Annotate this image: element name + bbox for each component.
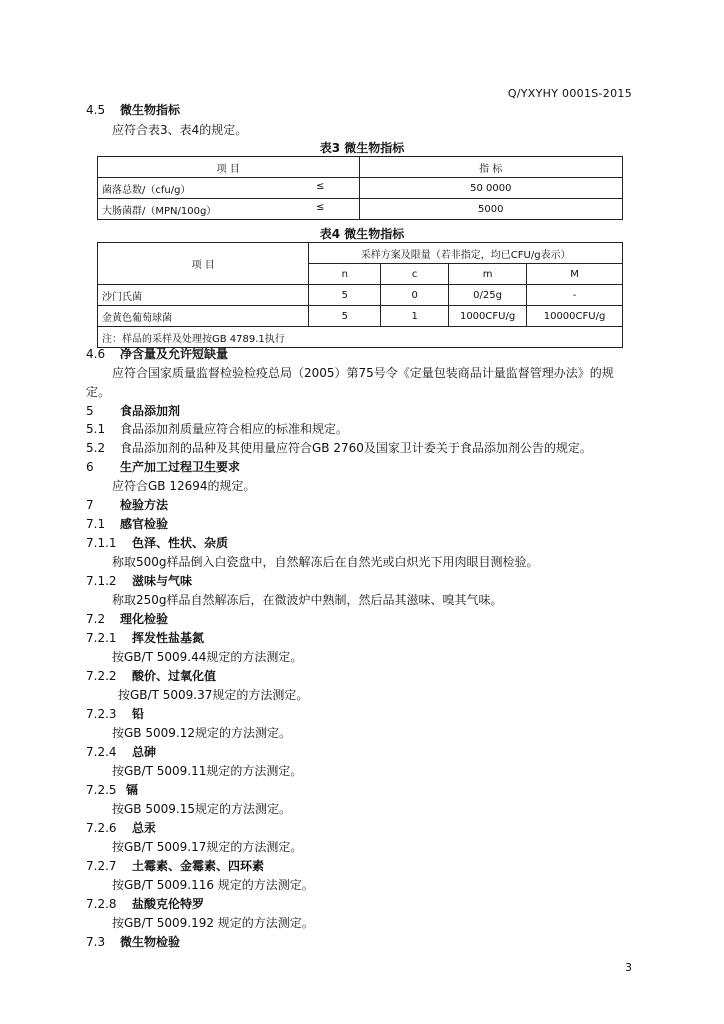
section-5-2 <box>86 439 592 456</box>
section-title: 挥发性盐基氮 <box>132 631 205 645</box>
section-5-heading <box>86 402 180 419</box>
section-title: 净含量及允许短缺量 <box>120 347 229 361</box>
section-7-2-6-text: 按GB/T 5009.17规定的方法测定。 <box>112 840 303 854</box>
section-7-1-1-text: 称取500g样品倒入白瓷盘中，自然解冻后在自然光或白炽光下用肉眼目测检验。 <box>112 555 539 569</box>
section-number: 5.2 <box>86 441 106 455</box>
operator: ≤ <box>316 201 325 213</box>
table-header-cell: m <box>449 264 527 285</box>
section-7-2-2-heading <box>86 667 216 684</box>
section-number: 4.6 <box>86 347 106 361</box>
section-title: 总汞 <box>132 821 157 835</box>
section-number: 4.5 <box>86 103 106 117</box>
section-number: 7.1.2 <box>86 574 117 588</box>
section-7-heading <box>86 496 168 513</box>
section-7-2-7-heading <box>86 857 264 874</box>
table-header-cell: 项 目 <box>98 157 360 178</box>
section-title: 色泽、性状、杂质 <box>132 536 229 550</box>
section-7-1-2-heading <box>86 572 192 589</box>
section-number: 7.2.8 <box>86 897 117 911</box>
table-header-cell: n <box>309 264 381 285</box>
table-cell: 1 <box>381 306 449 327</box>
section-title: 生产加工过程卫生要求 <box>120 460 241 474</box>
section-4-5-heading <box>86 101 180 118</box>
section-4-6-text-line1: 应符合国家质量监督检验检疫总局（2005）第75号令《定量包装商品计量监督管理办法》的规 <box>112 366 614 380</box>
table-header-cell: M <box>527 264 623 285</box>
section-number: 7.1.1 <box>86 536 117 550</box>
section-number: 5 <box>86 404 94 418</box>
section-number: 7.1 <box>86 517 106 531</box>
section-title: 滋味与气味 <box>132 574 193 588</box>
section-number: 7 <box>86 498 94 512</box>
document-code: Q/YXYHY 0001S-2015 <box>507 87 632 100</box>
table-header-row <box>98 243 623 264</box>
section-7-2-8-text: 按GB/T 5009.192 规定的方法测定。 <box>112 916 314 930</box>
section-number: 7.2.1 <box>86 631 117 645</box>
table4-caption: 表4 微生物指标 <box>319 227 405 241</box>
section-7-2-1-heading <box>86 629 204 646</box>
table-header-cell: c <box>381 264 449 285</box>
table-note: 注：样品的采样及处理按GB 4789.1执行 <box>98 327 623 348</box>
section-7-2-1-text: 按GB/T 5009.44规定的方法测定。 <box>112 650 303 664</box>
item-name: 大肠菌群/（MPN/100g） <box>102 205 217 217</box>
table4 <box>97 242 623 348</box>
section-number: 6 <box>86 460 94 474</box>
table-row <box>98 178 623 199</box>
section-title: 土霉素、金霉素、四环素 <box>132 859 265 873</box>
section-7-2-2-text: 按GB/T 5009.37规定的方法测定。 <box>118 688 309 702</box>
section-title: 感官检验 <box>120 517 169 531</box>
section-7-2-7-text: 按GB/T 5009.116 规定的方法测定。 <box>112 878 314 892</box>
table-cell: 5 <box>309 285 381 306</box>
table-cell: 0 <box>381 285 449 306</box>
section-title: 盐酸克伦特罗 <box>132 897 205 911</box>
section-4-5-text: 应符合表3、表4的规定。 <box>112 123 248 137</box>
page-number: 3 <box>625 961 632 974</box>
section-title: 检验方法 <box>120 498 169 512</box>
table-header-cell: 指 标 <box>359 157 622 178</box>
table-cell: 50 0000 <box>359 178 622 199</box>
section-7-3-heading <box>86 933 180 950</box>
table-cell: 10000CFU/g <box>527 306 623 327</box>
section-4-6-text-line2: 定。 <box>86 385 111 399</box>
section-7-2-6-heading <box>86 819 156 836</box>
table3 <box>97 156 623 220</box>
table-cell: 5 <box>309 306 381 327</box>
operator: ≤ <box>316 180 325 192</box>
section-number: 7.2.6 <box>86 821 117 835</box>
table-header-row <box>98 157 623 178</box>
section-7-2-3-heading <box>86 705 144 722</box>
section-7-2-3-text: 按GB 5009.12规定的方法测定。 <box>112 726 291 740</box>
table-row <box>98 306 623 327</box>
section-title: 铅 <box>132 707 145 721</box>
table-cell <box>98 199 360 220</box>
section-4-6-heading <box>86 345 228 362</box>
section-title: 微生物检验 <box>120 935 181 949</box>
section-7-2-5-text: 按GB 5009.15规定的方法测定。 <box>112 802 291 816</box>
section-number: 7.2 <box>86 612 106 626</box>
section-title: 理化检验 <box>120 612 169 626</box>
section-7-1-heading <box>86 515 168 532</box>
table3-caption: 表3 微生物指标 <box>319 141 405 155</box>
section-7-1-1-heading <box>86 534 228 551</box>
section-7-2-4-heading <box>86 743 156 760</box>
section-5-1 <box>86 420 348 437</box>
section-number: 7.2.2 <box>86 669 117 683</box>
section-6-text: 应符合GB 12694的规定。 <box>112 479 256 493</box>
section-text: 食品添加剂质量应符合相应的标准和规定。 <box>120 422 349 436</box>
section-7-1-2-text: 称取250g样品自然解冻后，在微波炉中熟制，然后品其滋味、嗅其气味。 <box>112 593 503 607</box>
section-6-heading <box>86 458 240 475</box>
section-number: 7.2.7 <box>86 859 117 873</box>
table-row <box>98 199 623 220</box>
section-number: 7.2.4 <box>86 745 117 759</box>
item-name: 菌落总数/（cfu/g） <box>102 184 191 196</box>
table-cell: 1000CFU/g <box>449 306 527 327</box>
table-cell: - <box>527 285 623 306</box>
table-cell: 金黄色葡萄球菌 <box>98 306 309 327</box>
table-cell <box>98 178 360 199</box>
section-number: 7.2.5 <box>86 783 117 797</box>
section-7-2-8-heading <box>86 895 204 912</box>
table-cell: 沙门氏菌 <box>98 285 309 306</box>
section-title: 食品添加剂 <box>120 404 181 418</box>
section-7-2-4-text: 按GB/T 5009.11规定的方法测定。 <box>112 764 303 778</box>
section-title: 镉 <box>126 783 139 797</box>
table-header-cell: 采样方案及限量（若非指定，均已CFU/g表示） <box>309 243 623 264</box>
section-text: 食品添加剂的品种及其使用量应符合GB 2760及国家卫计委关于食品添加剂公告的规定。 <box>120 441 592 455</box>
section-title: 总砷 <box>132 745 157 759</box>
section-title: 微生物指标 <box>120 103 181 117</box>
table-row <box>98 285 623 306</box>
section-7-2-5-heading <box>86 781 138 798</box>
section-number: 5.1 <box>86 422 106 436</box>
table-header-cell: 项 目 <box>98 243 309 285</box>
section-number: 7.2.3 <box>86 707 117 721</box>
table-cell: 0/25g <box>449 285 527 306</box>
section-number: 7.3 <box>86 935 106 949</box>
table-cell: 5000 <box>359 199 622 220</box>
section-7-2-heading <box>86 610 168 627</box>
section-title: 酸价、过氧化值 <box>132 669 217 683</box>
